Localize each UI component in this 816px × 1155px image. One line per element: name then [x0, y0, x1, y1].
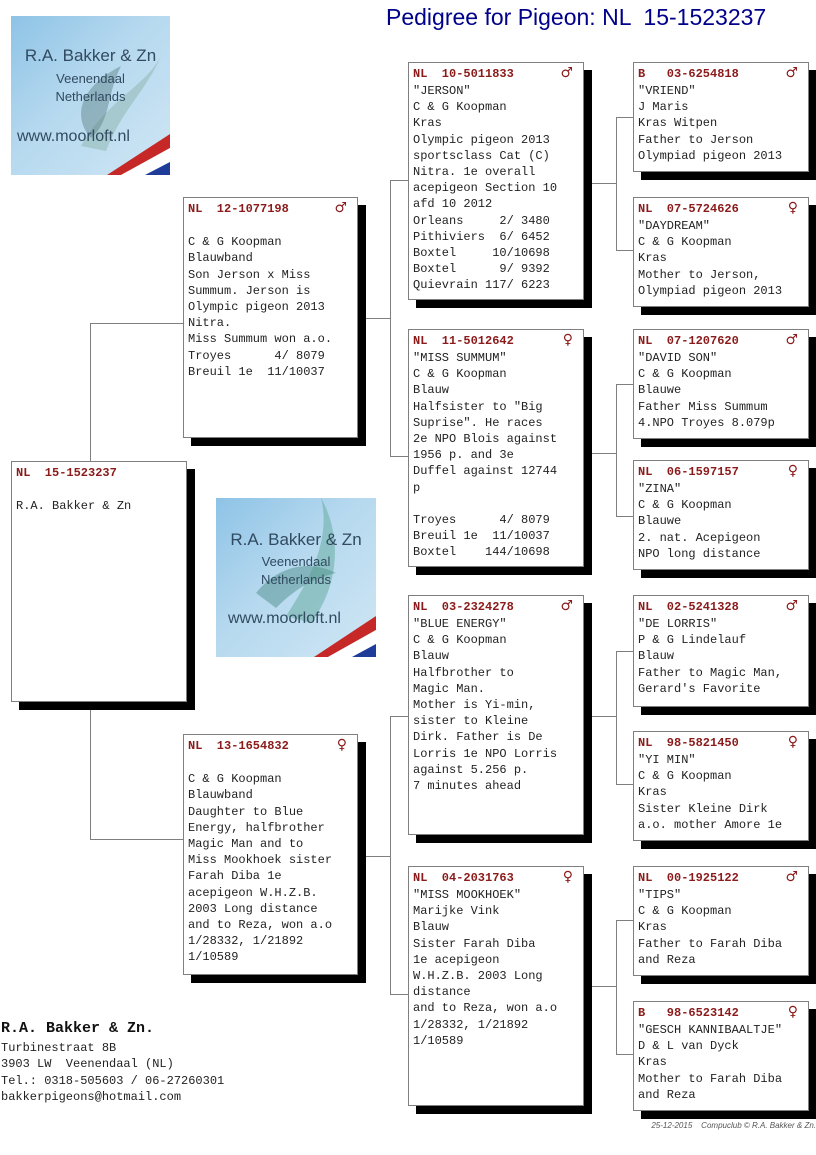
pigeon-card[interactable]	[11, 461, 187, 702]
pigeon-info-line: and Reza	[638, 952, 696, 967]
connector-line	[616, 117, 617, 250]
male-symbol-icon: ♂	[334, 200, 347, 216]
pigeon-info-line: Breuil 1e 11/10037	[413, 529, 550, 544]
pigeon-info-line: Blauwband	[188, 251, 253, 266]
connector-line	[583, 183, 617, 184]
ring-number: NL 98-5821450	[638, 736, 739, 750]
pigeon-info-line: 2. nat. Acepigeon	[638, 530, 761, 545]
female-symbol-icon: ♀	[336, 737, 347, 753]
ring-number-header	[413, 66, 579, 83]
ring-number-header	[638, 201, 804, 218]
ring-number: NL 06-1597157	[638, 465, 739, 479]
pigeon-info-line: Mother to Jerson,	[638, 267, 761, 282]
pigeon-info-line: 1e acepigeon	[413, 952, 500, 967]
ring-number: NL 04-2031763	[413, 871, 514, 885]
pigeon-info-line: Blauw	[413, 649, 450, 664]
ring-number: NL 03-2324278	[413, 600, 514, 614]
logo-middle	[216, 498, 376, 657]
connector-line	[616, 516, 633, 517]
pigeon-info-line: 1/10589	[188, 950, 239, 965]
female-symbol-icon: ♀	[787, 463, 798, 479]
pigeon-info-line: sportsclass Cat (C)	[413, 148, 550, 163]
pigeon-card[interactable]	[408, 866, 584, 1106]
pigeon-info-line: Gerard's Favorite	[638, 681, 761, 696]
logo-name: R.A. Bakker & Zn	[230, 530, 362, 549]
pigeon-info-line: Mother to Farah Diba	[638, 1071, 783, 1086]
ring-number-header	[413, 333, 579, 350]
ring-number: NL 13-1654832	[188, 739, 289, 753]
ring-number: NL 12-1077198	[188, 202, 289, 216]
ring-number-header	[638, 464, 804, 481]
pigeon-info-line: acepigeon W.H.Z.B.	[188, 885, 318, 900]
pigeon-info-line: Father to Jerson	[638, 132, 754, 147]
connector-line	[616, 920, 617, 1054]
ring-number: NL 07-5724626	[638, 202, 739, 216]
connector-line	[616, 920, 633, 921]
pigeon-info-line: Father Miss Summum	[638, 399, 768, 414]
pigeon-card[interactable]	[633, 731, 809, 841]
connector-line	[90, 323, 183, 324]
logo-city: Veenendaal	[56, 71, 125, 86]
pigeon-info-line: 2003 Long distance	[188, 901, 318, 916]
pigeon-info-line: Boxtel 144/10698	[413, 545, 550, 560]
logo-name: R.A. Bakker & Zn	[24, 46, 157, 65]
pigeon-info-line: Sister Farah Diba	[413, 936, 536, 951]
pigeon-info-line: C & G Koopman	[413, 100, 507, 115]
pigeon-card[interactable]	[633, 866, 809, 976]
pigeon-card[interactable]	[408, 595, 584, 835]
pigeon-info-line: R.A. Bakker & Zn	[16, 499, 132, 514]
female-symbol-icon: ♀	[562, 869, 573, 885]
pigeon-info-line: Sister Kleine Dirk	[638, 801, 768, 816]
address-line-2: 3903 LW Veenendaal (NL)	[1, 1057, 174, 1072]
pigeon-info-line: Olympic pigeon 2013	[413, 132, 550, 147]
pigeon-info-line: "DAYDREAM"	[638, 219, 711, 233]
pigeon-info-line: Energy, halfbrother	[188, 820, 325, 835]
ring-number-header	[638, 870, 804, 887]
pigeon-info-line: and Reza	[638, 1087, 696, 1102]
ring-number-header	[638, 333, 804, 350]
pigeon-info-line: C & G Koopman	[638, 769, 732, 784]
pigeon-info-line: "DAVID SON"	[638, 351, 718, 365]
pigeon-info-line: afd 10 2012	[413, 197, 493, 212]
ring-number: B 98-6523142	[638, 1006, 739, 1020]
pigeon-info-line: Magic Man.	[413, 681, 486, 696]
male-symbol-icon: ♂	[785, 869, 798, 885]
pigeon-info-line: C & G Koopman	[188, 772, 282, 787]
logo-top	[11, 16, 170, 175]
pigeon-info-line: "TIPS"	[638, 888, 682, 902]
pigeon-card[interactable]	[633, 62, 809, 172]
pigeon-info-line: Father to Magic Man,	[638, 665, 783, 680]
pigeon-info-line: C & G Koopman	[638, 235, 732, 250]
pigeon-info-line: Quievrain 117/ 6223	[413, 278, 550, 293]
pigeon-info-line: Father to Farah Diba	[638, 936, 783, 951]
pigeon-info-line: C & G Koopman	[413, 633, 507, 648]
pigeon-card[interactable]	[633, 595, 809, 707]
pigeon-info-line: Blauw	[413, 383, 450, 398]
pigeon-info-line: C & G Koopman	[638, 367, 732, 382]
logo-website: www.moorloft.nl	[17, 128, 130, 145]
pigeon-info-line: C & G Koopman	[638, 498, 732, 513]
connector-line	[390, 716, 391, 994]
pigeon-info-line: Kras	[638, 920, 667, 935]
ring-number-header	[413, 599, 579, 616]
pigeon-info-line: NPO long distance	[638, 546, 761, 561]
pigeon-info-line: 1/28332, 1/21892	[413, 1017, 529, 1032]
male-symbol-icon: ♂	[785, 598, 798, 614]
connector-line	[390, 994, 408, 995]
connector-line	[616, 117, 633, 118]
male-symbol-icon: ♂	[560, 65, 573, 81]
pigeon-info-line: Marijke Vink	[413, 904, 500, 919]
connector-line	[616, 384, 633, 385]
ring-number-header	[638, 1005, 804, 1022]
pigeon-info-line: J Maris	[638, 100, 689, 115]
pigeon-info-line: Dirk. Father is De	[413, 730, 543, 745]
pigeon-info-line: Son Jerson x Miss	[188, 267, 311, 282]
connector-line	[616, 651, 617, 784]
pigeon-info-line: Halfbrother to	[413, 665, 514, 680]
connector-line	[90, 839, 183, 840]
print-stamp: 25-12-2015 Compuclub © R.A. Bakker & Zn.	[651, 1121, 816, 1130]
page-title: Pedigree for Pigeon: NL 15-1523237	[386, 4, 767, 30]
email-address[interactable]: bakkerpigeons@hotmail.com	[1, 1089, 182, 1104]
ring-number: NL 00-1925122	[638, 871, 739, 885]
connector-line	[583, 453, 617, 454]
pigeon-card[interactable]	[183, 197, 358, 438]
pigeon-info-line: 7 minutes ahead	[413, 779, 522, 794]
logo-country: Netherlands	[260, 572, 332, 587]
pigeon-info-line: Summum. Jerson is	[188, 283, 311, 298]
pigeon-info-line: D & L van Dyck	[638, 1039, 739, 1054]
pigeon-info-line: and to Reza, won a.o	[413, 1001, 558, 1016]
pigeon-card[interactable]	[633, 1001, 809, 1111]
connector-line	[390, 180, 391, 456]
male-symbol-icon: ♂	[560, 598, 573, 614]
pigeon-info-line: 2e NPO Blois against	[413, 432, 558, 447]
pigeon-info-line: "VRIEND"	[638, 84, 696, 98]
pigeon-info-line: Duffel against 12744	[413, 464, 558, 479]
pigeon-info-line: 1956 p. and 3e	[413, 448, 514, 463]
connector-line	[583, 716, 617, 717]
pigeon-info-line: Blauwband	[188, 788, 253, 803]
ring-number-header	[16, 465, 182, 482]
pigeon-info-line: Blauwe	[638, 514, 682, 529]
pigeon-info-line: Farah Diba 1e	[188, 869, 282, 884]
connector-line	[616, 784, 633, 785]
pigeon-info-line: Kras	[638, 785, 667, 800]
ring-number: B 03-6254818	[638, 67, 739, 81]
pigeon-info-line: and to Reza, won a.o	[188, 918, 333, 933]
pigeon-info-line: Olympiad pigeon 2013	[638, 283, 783, 298]
connector-line	[616, 384, 617, 516]
ring-number: NL 11-5012642	[413, 334, 514, 348]
pigeon-info-line: "MISS SUMMUM"	[413, 351, 507, 365]
connector-line	[616, 250, 633, 251]
pigeon-info-line: Suprise". He races	[413, 415, 543, 430]
pigeon-info-line: "JERSON"	[413, 84, 471, 98]
pigeon-card[interactable]	[408, 329, 584, 567]
pigeon-card[interactable]	[633, 460, 809, 570]
pigeon-info-line: Kras	[638, 1055, 667, 1070]
female-symbol-icon: ♀	[562, 332, 573, 348]
connector-line	[583, 986, 617, 987]
pigeon-info-line: Troyes 4/ 8079	[413, 513, 550, 528]
pigeon-info-line: acepigeon Section 10	[413, 181, 558, 196]
pigeon-info-line	[188, 755, 353, 771]
pigeon-info-line	[16, 482, 182, 498]
pigeon-info-line: Mother is Yi-min,	[413, 698, 536, 713]
female-symbol-icon: ♀	[787, 734, 798, 750]
connector-line	[390, 180, 408, 181]
logo-city: Veenendaal	[261, 554, 331, 569]
connector-line	[390, 716, 408, 717]
address-line-1: Turbinestraat 8B	[1, 1041, 117, 1055]
pigeon-info-line: Blauw	[638, 649, 675, 664]
female-symbol-icon: ♀	[787, 200, 798, 216]
pigeon-info-line: 1/28332, 1/21892	[188, 934, 304, 949]
pigeon-info-line: "MISS MOOKHOEK"	[413, 888, 522, 902]
pigeon-info-line: Nitra.	[188, 316, 232, 331]
pigeon-info-line: "ZINA"	[638, 482, 682, 496]
pigeon-info-line: C & G Koopman	[638, 904, 732, 919]
male-symbol-icon: ♂	[785, 332, 798, 348]
connector-line	[90, 323, 91, 463]
connector-line	[357, 318, 391, 319]
pigeon-info-line: Boxtel 9/ 9392	[413, 262, 550, 277]
ring-number: NL 15-1523237	[16, 466, 117, 480]
pigeon-card[interactable]	[408, 62, 584, 300]
pigeon-info-line: p	[413, 480, 421, 495]
pigeon-card[interactable]	[183, 734, 358, 975]
logo-country: Netherlands	[55, 89, 126, 104]
pigeon-info-line: Nitra. 1e overall	[413, 165, 536, 180]
pigeon-info-line: C & G Koopman	[413, 367, 507, 382]
ring-number: NL 02-5241328	[638, 600, 739, 614]
pigeon-info-line: distance	[413, 985, 471, 1000]
pigeon-info-line: Blauwe	[638, 383, 682, 398]
pigeon-info-line	[188, 218, 353, 234]
pigeon-info-line: 1/10589	[413, 1033, 464, 1048]
connector-line	[90, 702, 91, 839]
pigeon-info-line: "BLUE ENERGY"	[413, 617, 507, 631]
breeder-contact	[1, 1018, 224, 1105]
ring-number-header	[413, 870, 579, 887]
female-symbol-icon: ♀	[787, 1004, 798, 1020]
pigeon-info-line: Kras	[413, 116, 442, 131]
connector-line	[616, 651, 633, 652]
pigeon-info-line	[413, 496, 579, 512]
pigeon-info-line: Miss Summum won a.o.	[188, 332, 333, 347]
breeder-name: R.A. Bakker & Zn.	[1, 1020, 155, 1037]
ring-number-header	[638, 599, 804, 616]
pigeon-info-line: Kras	[638, 251, 667, 266]
ring-number: NL 07-1207620	[638, 334, 739, 348]
ring-number: NL 10-5011833	[413, 67, 514, 81]
pigeon-info-line: Troyes 4/ 8079	[188, 348, 325, 363]
pigeon-card[interactable]	[633, 329, 809, 439]
pigeon-info-line: Halfsister to "Big	[413, 399, 543, 414]
ring-number-header	[188, 738, 353, 755]
pigeon-card[interactable]	[633, 197, 809, 307]
pigeon-info-line: Boxtel 10/10698	[413, 246, 550, 261]
connector-line	[390, 456, 408, 457]
pigeon-info-line: Blauw	[413, 920, 450, 935]
pigeon-info-line: 4.NPO Troyes 8.079p	[638, 415, 775, 430]
pigeon-info-line: Olympiad pigeon 2013	[638, 148, 783, 163]
pigeon-info-line: Breuil 1e 11/10037	[188, 364, 325, 379]
pigeon-info-line: sister to Kleine	[413, 714, 529, 729]
pigeon-info-line: "DE LORRIS"	[638, 617, 718, 631]
pigeon-info-line: C & G Koopman	[188, 235, 282, 250]
pigeon-info-line: W.H.Z.B. 2003 Long	[413, 969, 543, 984]
pigeon-info-line: Olympic pigeon 2013	[188, 300, 325, 315]
phone-number: Tel.: 0318-505603 / 06-27260301	[1, 1073, 225, 1088]
pigeon-info-line: a.o. mother Amore 1e	[638, 817, 783, 832]
ring-number-header	[638, 735, 804, 752]
pigeon-info-line: Orleans 2/ 3480	[413, 213, 550, 228]
pigeon-info-line: Pithiviers 6/ 6452	[413, 229, 550, 244]
pigeon-info-line: "GESCH KANNIBAALTJE"	[638, 1023, 783, 1037]
pigeon-info-line: Miss Mookhoek sister	[188, 853, 333, 868]
pigeon-info-line: Kras Witpen	[638, 116, 718, 131]
logo-website: www.moorloft.nl	[228, 610, 341, 627]
pigeon-info-line: Lorris 1e NPO Lorris	[413, 746, 558, 761]
male-symbol-icon: ♂	[785, 65, 798, 81]
pigeon-info-line: Daughter to Blue	[188, 804, 304, 819]
pigeon-info-line: against 5.256 p.	[413, 762, 529, 777]
pigeon-info-line: P & G Lindelauf	[638, 633, 747, 648]
ring-number-header	[638, 66, 804, 83]
connector-line	[616, 1054, 633, 1055]
ring-number-header	[188, 201, 353, 218]
pigeon-info-line: "YI MIN"	[638, 753, 696, 767]
connector-line	[357, 856, 391, 857]
pigeon-info-line: Magic Man and to	[188, 837, 304, 852]
